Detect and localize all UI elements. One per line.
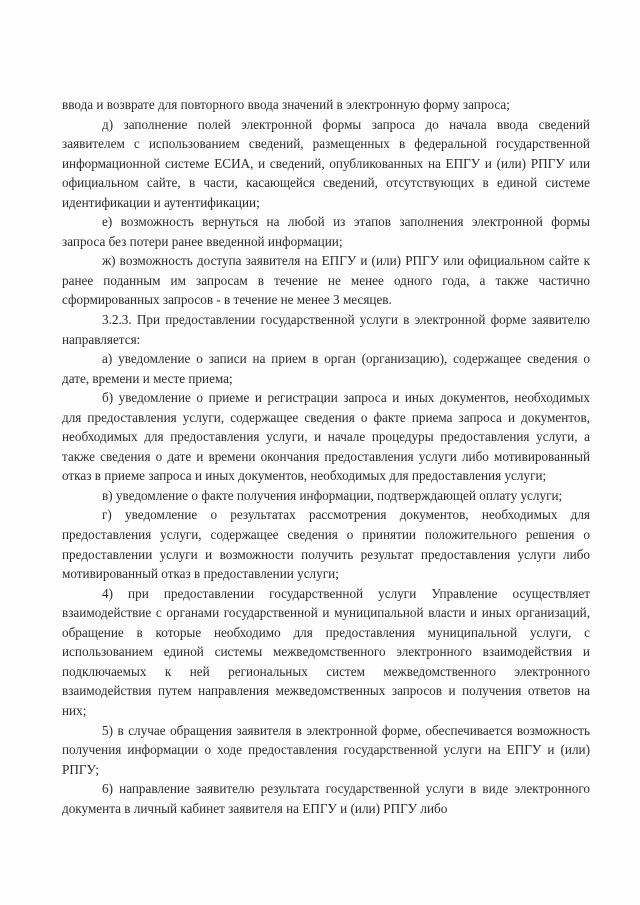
paragraph: в) уведомление о факте получения информации, подтверждающей оплату услуги; (102, 487, 563, 503)
paragraph: 6) направление заявителю результата государственной услуги в виде электронного документа в личный кабинет заявителя на ЕПГУ и (или) РПГУ либо (62, 781, 590, 816)
paragraph: е) возможность вернуться на любой из этапов заполнения электронной формы запроса без потери ранее введенной информации; (62, 214, 590, 249)
paragraph: ввода и возврате для повторного ввода значений в электронную форму запроса; (62, 97, 510, 112)
document-body (62, 95, 590, 818)
paragraph: 4) при предоставлении государственной услуги Управление осуществляет взаимодействие с органами государственной и муниципальной власти и иных организаций, обращение в которые необходимо для предоставления муниципальной услуги, с использованием единой системы межведомственного электронного взаимодействия и подключаемых к ней региональных систем межведомственного электронного взаимодействия путем направления межведомственных запросов и получения ответов на них; (62, 585, 590, 718)
paragraph: г) уведомление о результатах рассмотрения документов, необходимых для предоставления услуги, содержащее сведения о принятии положительного решения о предоставлении услуги и возможности получить результат предоставления услуги либо мотивированный отказ в предоставлении услуги; (62, 507, 590, 582)
paragraph: ж) возможность доступа заявителя на ЕПГУ и (или) РПГУ или официальном сайте к ранее поданным им запросам в течение не менее одного года, а также частично сформированных запросов - в течение не менее 3 месяцев. (62, 253, 590, 308)
paragraph: 5) в случае обращения заявителя в электронной форме, обеспечивается возможность получения информации о ходе предоставления государственной услуги на ЕПГУ и (или) РПГУ; (62, 722, 590, 777)
paragraph: д) заполнение полей электронной формы запроса до начала ввода сведений заявителем с использованием сведений, размещенных в федеральной государственной информационной системе ЕСИА, и сведений, опубликованных на ЕПГУ и (или) РПГУ или официальном сайте, в части, касающейся сведений, отсутствующих в единой системе идентификации и аутентификации; (62, 116, 590, 210)
paragraph: 3.2.3. При предоставлении государственной услуги в электронной форме заявителю направляется: (62, 312, 590, 347)
paragraph: б) уведомление о приеме и регистрации запроса и иных документов, необходимых для предоставления услуги, содержащее сведения о факте приема запроса и документов, необходимых для предоставления услуги, и начале процедуры предоставления услуги, а также сведения о дате и времени окончания предоставления услуги либо мотивированный отказ в приеме запроса и иных документов, необходимых для предоставления услуги; (62, 390, 590, 484)
paragraph: а) уведомление о записи на прием в орган (организацию), содержащее сведения о дате, времени и месте приема; (62, 351, 590, 386)
